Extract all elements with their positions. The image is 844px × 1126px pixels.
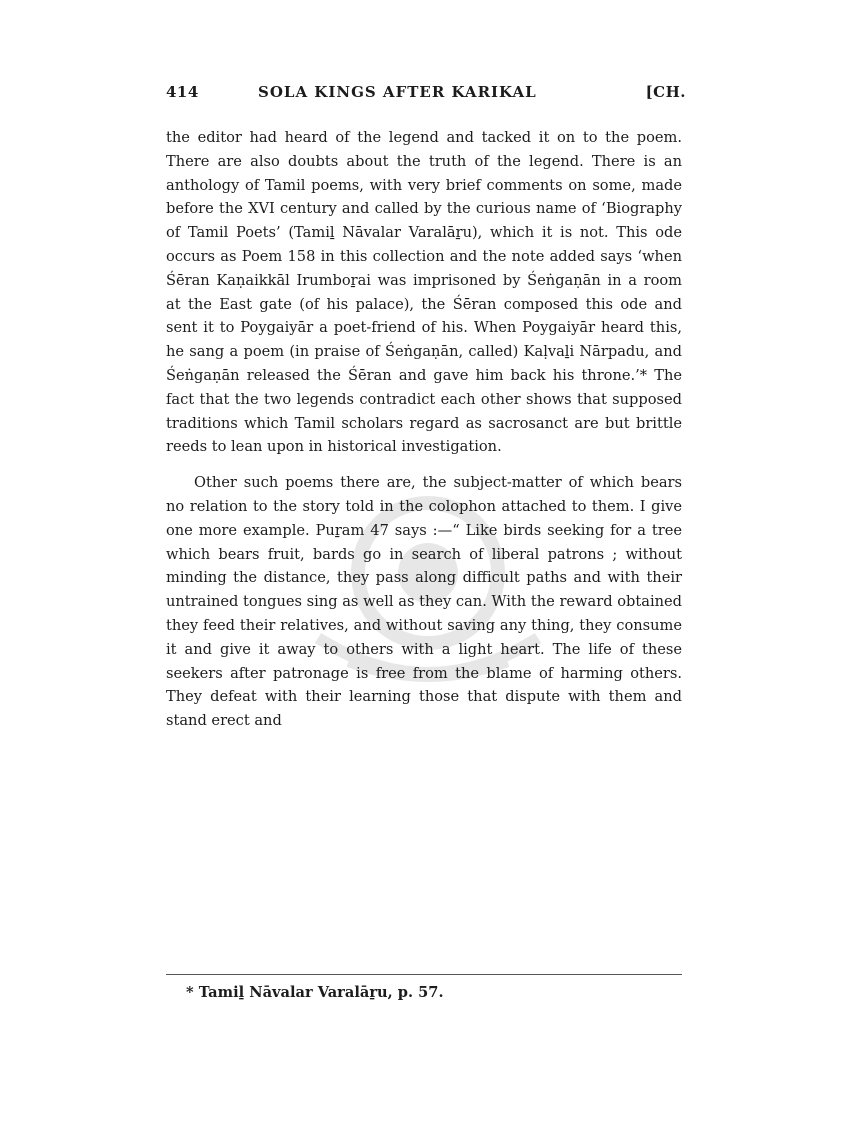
- paragraph-other-poems: Other such poems there are, the subject-matter of which bears no relation to the story told in the colophon attached to them. I give one more example. Puṟam 47 says :—“ Like birds seeking for a tree which bears fruit, bards go in search of liberal patrons ; without minding the distance, they pass along difficult paths and with their untrained tongues sing as well as they can. With the reward obtained they feed their relatives, and without saving any thing, they consume it and give it away to others with a light heart. The life of these seekers after patronage is free from the blame of harming others. They defeat with their learning those that dispute with them and stand erect and: [166, 474, 682, 730]
- chapter-mark: [CH.: [645, 83, 686, 101]
- running-title: SOLA KINGS AFTER KARIKAL: [258, 83, 537, 101]
- footnote: * Tamiḻ Nāvalar Varalāṟu, p. 57.: [186, 984, 444, 1001]
- page-number: 414: [166, 83, 199, 101]
- paragraph-continuation: the editor had heard of the legend and tacked it on to the poem. There are also doubts about the truth of the legend. There is an anthology of Tamil poems, with very brief comments on some, made before the XVI century and called by the curious name of ‘Biography of Tamil Poets’ (Tamiḻ Nāvalar Varalāṟu), which it is not. This ode occurs as Poem 158 in this collection and the note added says ‘when Śēran Kaṇaikkāl Irumboṟai was imprisoned by Śeṅgaṇān in a room at the East gate (of his palace), the Śēran composed this ode and sent it to Poygaiyār a poet-friend of his. When Poygaiyār heard this, he sang a poem (in praise of Śeṅgaṇān, called) Kaḷvaḻi Nārpadu, and Śeṅgaṇān released the Śēran and gave him back his throne.’* The fact that the two legends contradict each other shows that supposed traditions which Tamil scholars regard as sacrosanct are but brittle reeds to lean upon in historical investigation.: [166, 129, 682, 456]
- body-text: [166, 126, 682, 733]
- running-header: [166, 83, 686, 111]
- footnote-divider: [166, 974, 682, 975]
